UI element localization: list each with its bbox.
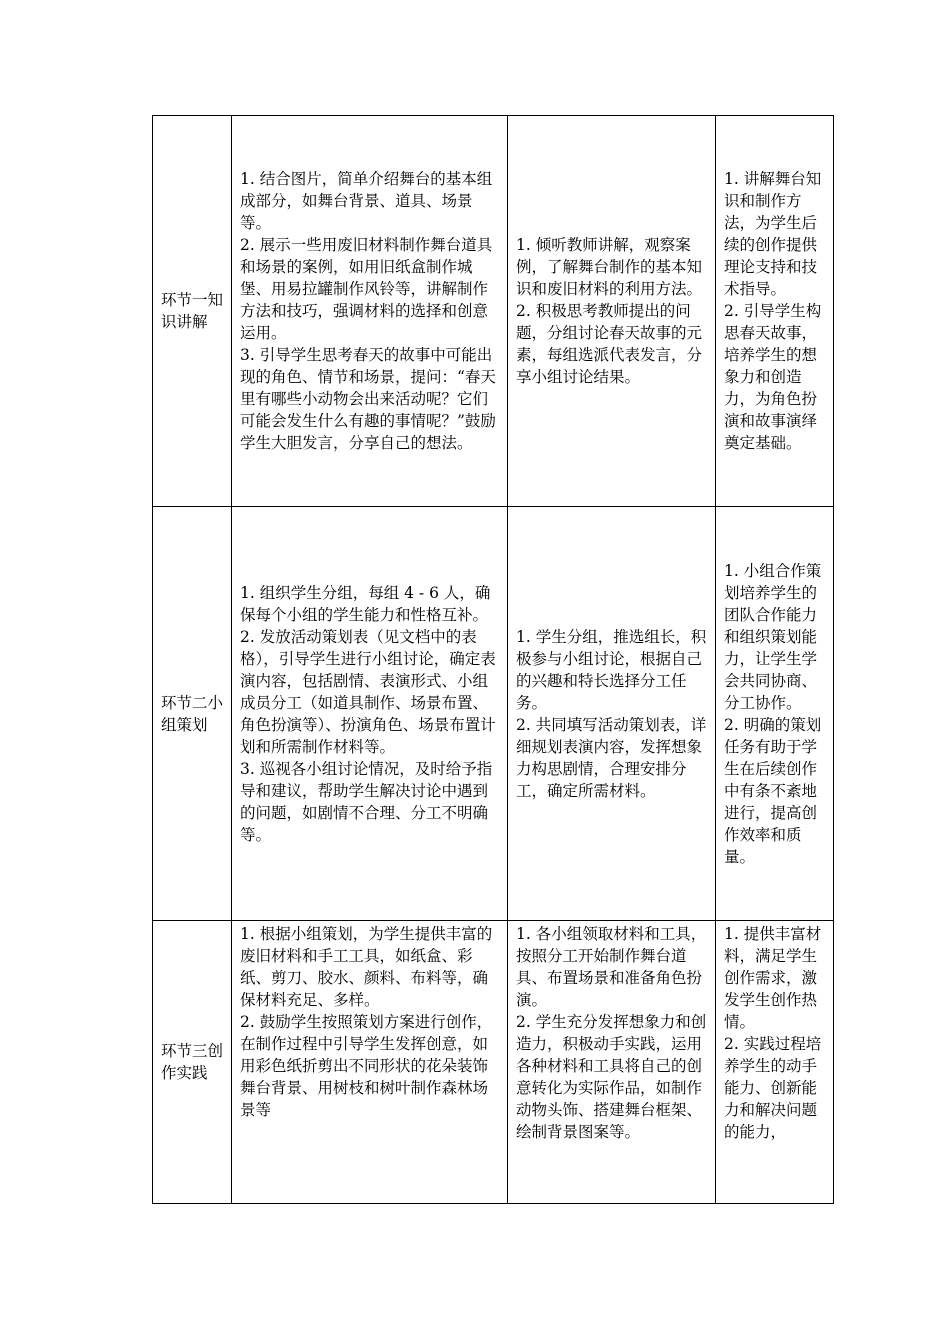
design-intent-cell [716, 507, 834, 921]
design-intent-item: 2. 引导学生构思春天故事，培养学生的想象力和创造力，为角色扮演和故事演绎奠定基础。 [724, 302, 822, 452]
student-activity-item: 2. 共同填写活动策划表，详细规划表演内容，发挥想象力构思剧情，合理安排分工，确定所需材料。 [516, 715, 707, 800]
teacher-activity-item: 1. 结合图片，简单介绍舞台的基本组成部分，如舞台背景、道具、场景等。 [240, 170, 493, 232]
design-intent-item: 2. 实践过程培养学生的动手能力、创新能力和解决问题的能力， [724, 1035, 822, 1141]
design-intent-cell [716, 116, 834, 507]
table-row [153, 921, 834, 1204]
design-intent-item: 2. 明确的策划任务有助于学生在后续创作中有条不紊地进行，提高创作效率和质量。 [724, 715, 822, 866]
student-activity-cell [508, 921, 716, 1204]
teacher-activity-item: 2. 展示一些用废旧材料制作舞台道具和场景的案例，如用旧纸盒制作城堡、用易拉罐制作风铃等，讲解制作方法和技巧，强调材料的选择和创意运用。 [240, 236, 493, 342]
teacher-activity-item: 1. 组织学生分组，每组 4 - 6 人，确保每个小组的学生能力和性格互补。 [240, 583, 491, 624]
teacher-activity-item: 3. 巡视各小组讨论情况，及时给予指导和建议，帮助学生解决讨论中遇到的问题，如剧情不合理、分工不明确等。 [240, 759, 493, 844]
design-intent-item: 1. 讲解舞台知识和制作方法，为学生后续的创作提供理论支持和技术指导。 [724, 170, 822, 298]
stage-cell: 环节一知识讲解 [153, 116, 232, 507]
student-activity-item: 1. 倾听教师讲解，观察案例，了解舞台制作的基本知识和废旧材料的利用方法。 [516, 236, 703, 298]
table-row [153, 507, 834, 921]
teacher-activity-cell [232, 921, 508, 1204]
stage-cell: 环节二小组策划 [153, 507, 232, 921]
teacher-activity-item: 3. 引导学生思考春天的故事中可能出现的角色、情节和场景，提问：“春天里有哪些小动物会出来活动呢？它们可能会发生什么有趣的事情呢？”鼓励学生大胆发言，分享自己的想法。 [240, 346, 496, 452]
design-intent-item: 1. 提供丰富材料，满足学生创作需求，激发学生创作热情。 [724, 925, 822, 1031]
design-intent-item: 1. 小组合作策划培养学生的团队合作能力和组织策划能力，让学生学会共同协商、分工协作。 [724, 561, 822, 712]
table-row [153, 116, 834, 507]
teacher-activity-cell [232, 116, 508, 507]
teacher-activity-item: 2. 发放活动策划表（见文档中的表格），引导学生进行小组讨论，确定表演内容，包括剧情、表演形式、小组成员分工（如道具制作、场景布置、角色扮演等）、扮演角色、场景布置计划和所需制作材料等。 [240, 627, 496, 756]
teacher-activity-item: 1. 根据小组策划，为学生提供丰富的废旧材料和手工工具，如纸盒、彩纸、剪刀、胶水、颜料、布料等，确保材料充足、多样。 [240, 925, 493, 1009]
stage-cell: 环节三创作实践 [153, 921, 232, 1204]
student-activity-item: 2. 积极思考教师提出的问题，分组讨论春天故事的元素，每组选派代表发言，分享小组讨论结果。 [516, 302, 703, 386]
design-intent-cell [716, 921, 834, 1204]
teacher-activity-cell [232, 507, 508, 921]
student-activity-item: 1. 学生分组，推选组长，积极参与小组讨论，根据自己的兴趣和特长选择分工任务。 [516, 627, 707, 712]
student-activity-cell [508, 116, 716, 507]
student-activity-item: 2. 学生充分发挥想象力和创造力，积极动手实践，运用各种材料和工具将自己的创意转化为实际作品，如制作动物头饰、搭建舞台框架、绘制背景图案等。 [516, 1013, 707, 1141]
student-activity-cell [508, 507, 716, 921]
student-activity-item: 1. 各小组领取材料和工具，按照分工开始制作舞台道具、布置场景和准备角色扮演。 [516, 925, 707, 1009]
lesson-plan-table [152, 115, 834, 1204]
teacher-activity-item: 2. 鼓励学生按照策划方案进行创作，在制作过程中引导学生发挥创意，如用彩色纸折剪出不同形状的花朵装饰舞台背景、用树枝和树叶制作森林场景等 [240, 1013, 493, 1119]
